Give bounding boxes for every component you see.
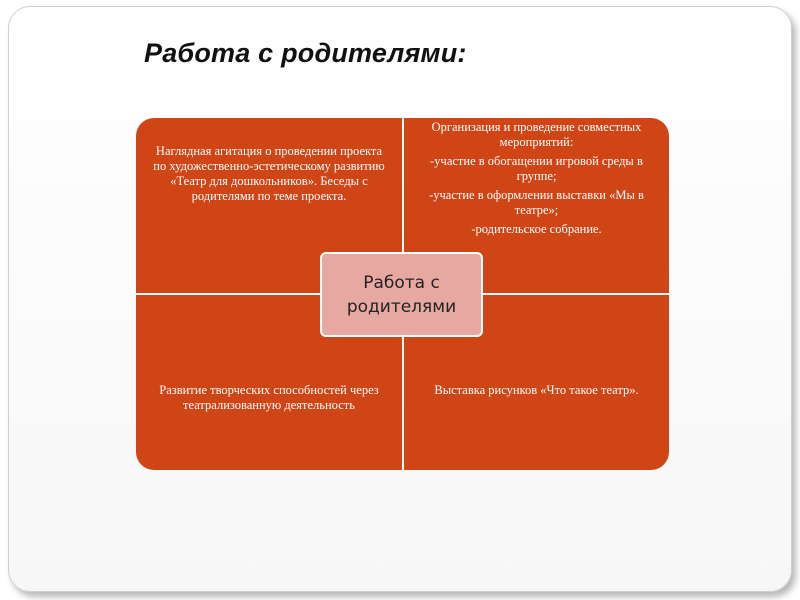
quadrant-top-right-text bbox=[414, 120, 659, 237]
quadrant-bottom-right-text: Выставка рисунков «Что такое театр». bbox=[434, 383, 639, 397]
quadrant-top-right-heading: Организация и проведение совместных мероприятий: bbox=[431, 120, 642, 149]
quadrant-bottom-left-text: Развитие творческих способностей через театрализованную деятельность bbox=[159, 383, 379, 412]
center-node-label: Работа с родителями bbox=[346, 272, 457, 317]
list-item: -участие в обогащении игровой среды в группе; bbox=[430, 154, 643, 183]
quadrant-top-left-text: Наглядная агитация о проведении проекта по художественно-эстетическому развитию «Театр для дошкольников». Беседы с родителями по теме проекта. bbox=[153, 144, 385, 203]
center-node bbox=[320, 252, 483, 337]
slide-title: Работа с родителями: bbox=[144, 38, 467, 68]
list-item: -участие в оформлении выставки «Мы в театре»; bbox=[429, 188, 644, 217]
list-item: -родительское собрание. bbox=[471, 222, 602, 236]
